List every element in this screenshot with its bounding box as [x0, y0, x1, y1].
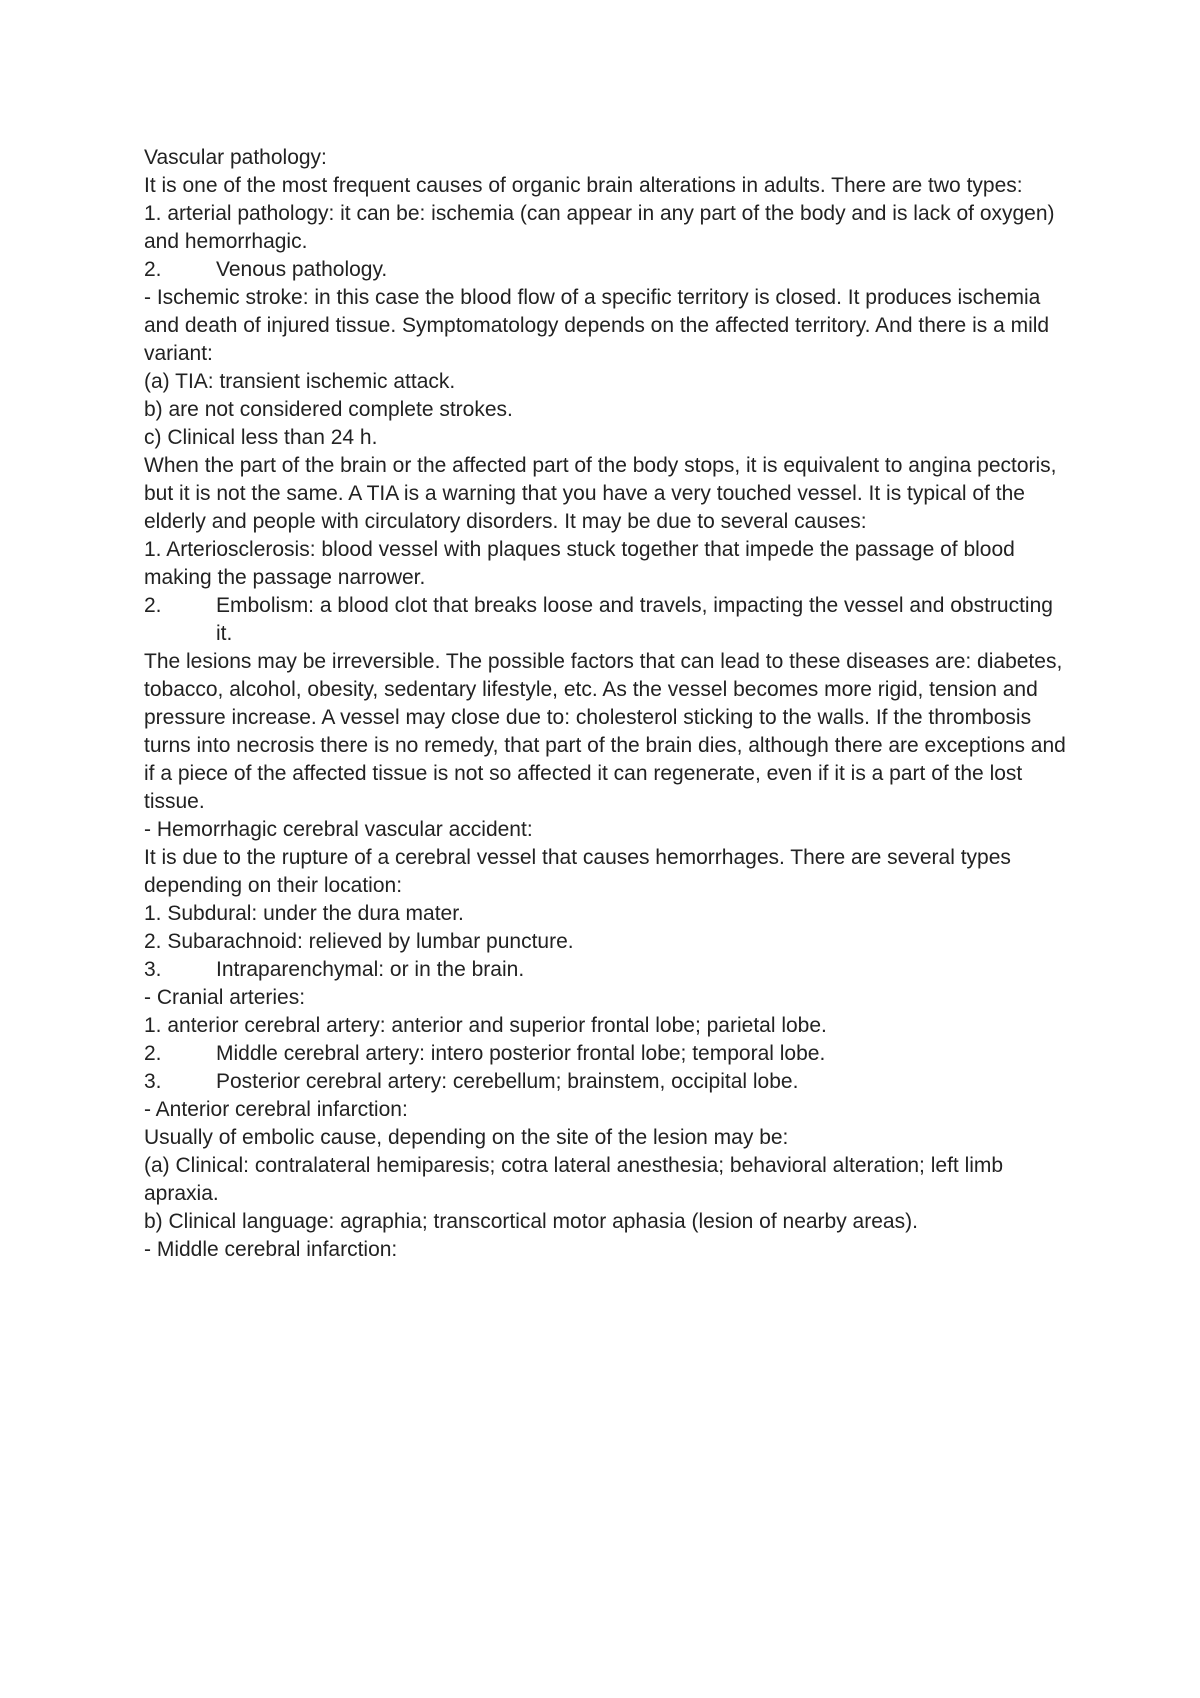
tia-item-b: b) are not considered complete strokes.: [144, 398, 513, 421]
artery-item-3: [144, 1068, 1074, 1096]
cause-item-2-number: 2.: [144, 594, 162, 617]
hemorrhagic-heading: - Hemorrhagic cerebral vascular accident:: [144, 818, 533, 841]
artery-item-2: [144, 1040, 1074, 1068]
artery-item-2-number: 2.: [144, 1042, 162, 1065]
type-item-2: [144, 256, 1074, 284]
artery-item-2-text: Middle cerebral artery: intero posterior frontal lobe; temporal lobe.: [216, 1042, 826, 1065]
infarction-item-a: (a) Clinical: contralateral hemiparesis; cotra lateral anesthesia; behavioral alteration; left limb apraxia.: [144, 1154, 1009, 1205]
cranial-arteries-heading: - Cranial arteries:: [144, 986, 306, 1009]
hemorrhagic-paragraph: It is due to the rupture of a cerebral vessel that causes hemorrhages. There are several types depending on their location:: [144, 846, 1017, 897]
anterior-infarction-heading: - Anterior cerebral infarction:: [144, 1098, 408, 1121]
lesions-paragraph: The lesions may be irreversible. The possible factors that can lead to these diseases are: diabetes, tobacco, alcohol, obesity, sedentary lifestyle, etc. As the vessel becomes more rigid, tension and pressure increase. A vessel may close due to: cholesterol sticking to the walls. If the thrombosis turns into necrosis there is no remedy, that part of the brain dies, although there are exceptions and if a piece of the affected tissue is not so affected it can regenerate, even if it is a part of the lost tissue.: [144, 650, 1072, 813]
artery-item-1: 1. anterior cerebral artery: anterior and superior frontal lobe; parietal lobe.: [144, 1014, 827, 1037]
tia-item-a: (a) TIA: transient ischemic attack.: [144, 370, 456, 393]
cause-item-1: 1. Arteriosclerosis: blood vessel with plaques stuck together that impede the passage of blood making the passage narrower.: [144, 538, 1021, 589]
intro-paragraph: It is one of the most frequent causes of organic brain alterations in adults. There are two types:: [144, 174, 1023, 197]
cause-item-2-text: Embolism: a blood clot that breaks loose and travels, impacting the vessel and obstructing it.: [216, 594, 1059, 645]
artery-item-3-number: 3.: [144, 1070, 162, 1093]
hemorrhage-item-2: 2. Subarachnoid: relieved by lumbar puncture.: [144, 930, 574, 953]
artery-item-3-text: Posterior cerebral artery: cerebellum; brainstem, occipital lobe.: [216, 1070, 799, 1093]
type-item-2-text: Venous pathology.: [216, 258, 388, 281]
document-title: Vascular pathology:: [144, 146, 327, 169]
type-item-1: 1. arterial pathology: it can be: ischemia (can appear in any part of the body and is lack of oxygen) and hemorrhagic.: [144, 202, 1061, 253]
ischemic-stroke-heading: - Ischemic stroke: in this case the blood flow of a specific territory is closed. It produces ischemia and death of injured tissue. Symptomatology depends on the affected territory. And there is a mild variant:: [144, 286, 1055, 365]
tia-paragraph: When the part of the brain or the affected part of the body stops, it is equivalent to angina pectoris, but it is not the same. A TIA is a warning that you have a very touched vessel. It is typical of the elderly and people with circulatory disorders. It may be due to several causes:: [144, 454, 1063, 533]
hemorrhage-item-3-text: Intraparenchymal: or in the brain.: [216, 958, 525, 981]
hemorrhage-item-1: 1. Subdural: under the dura mater.: [144, 902, 464, 925]
hemorrhage-item-3-number: 3.: [144, 958, 162, 981]
tia-item-c: c) Clinical less than 24 h.: [144, 426, 378, 449]
infarction-item-b: b) Clinical language: agraphia; transcortical motor aphasia (lesion of nearby areas).: [144, 1210, 918, 1233]
middle-infarction-heading: - Middle cerebral infarction:: [144, 1238, 398, 1261]
cause-item-2: [144, 592, 1074, 648]
type-item-2-number: 2.: [144, 258, 162, 281]
hemorrhage-item-3: [144, 956, 1074, 984]
anterior-infarction-paragraph: Usually of embolic cause, depending on the site of the lesion may be:: [144, 1126, 789, 1149]
document-body: [144, 144, 1074, 1264]
